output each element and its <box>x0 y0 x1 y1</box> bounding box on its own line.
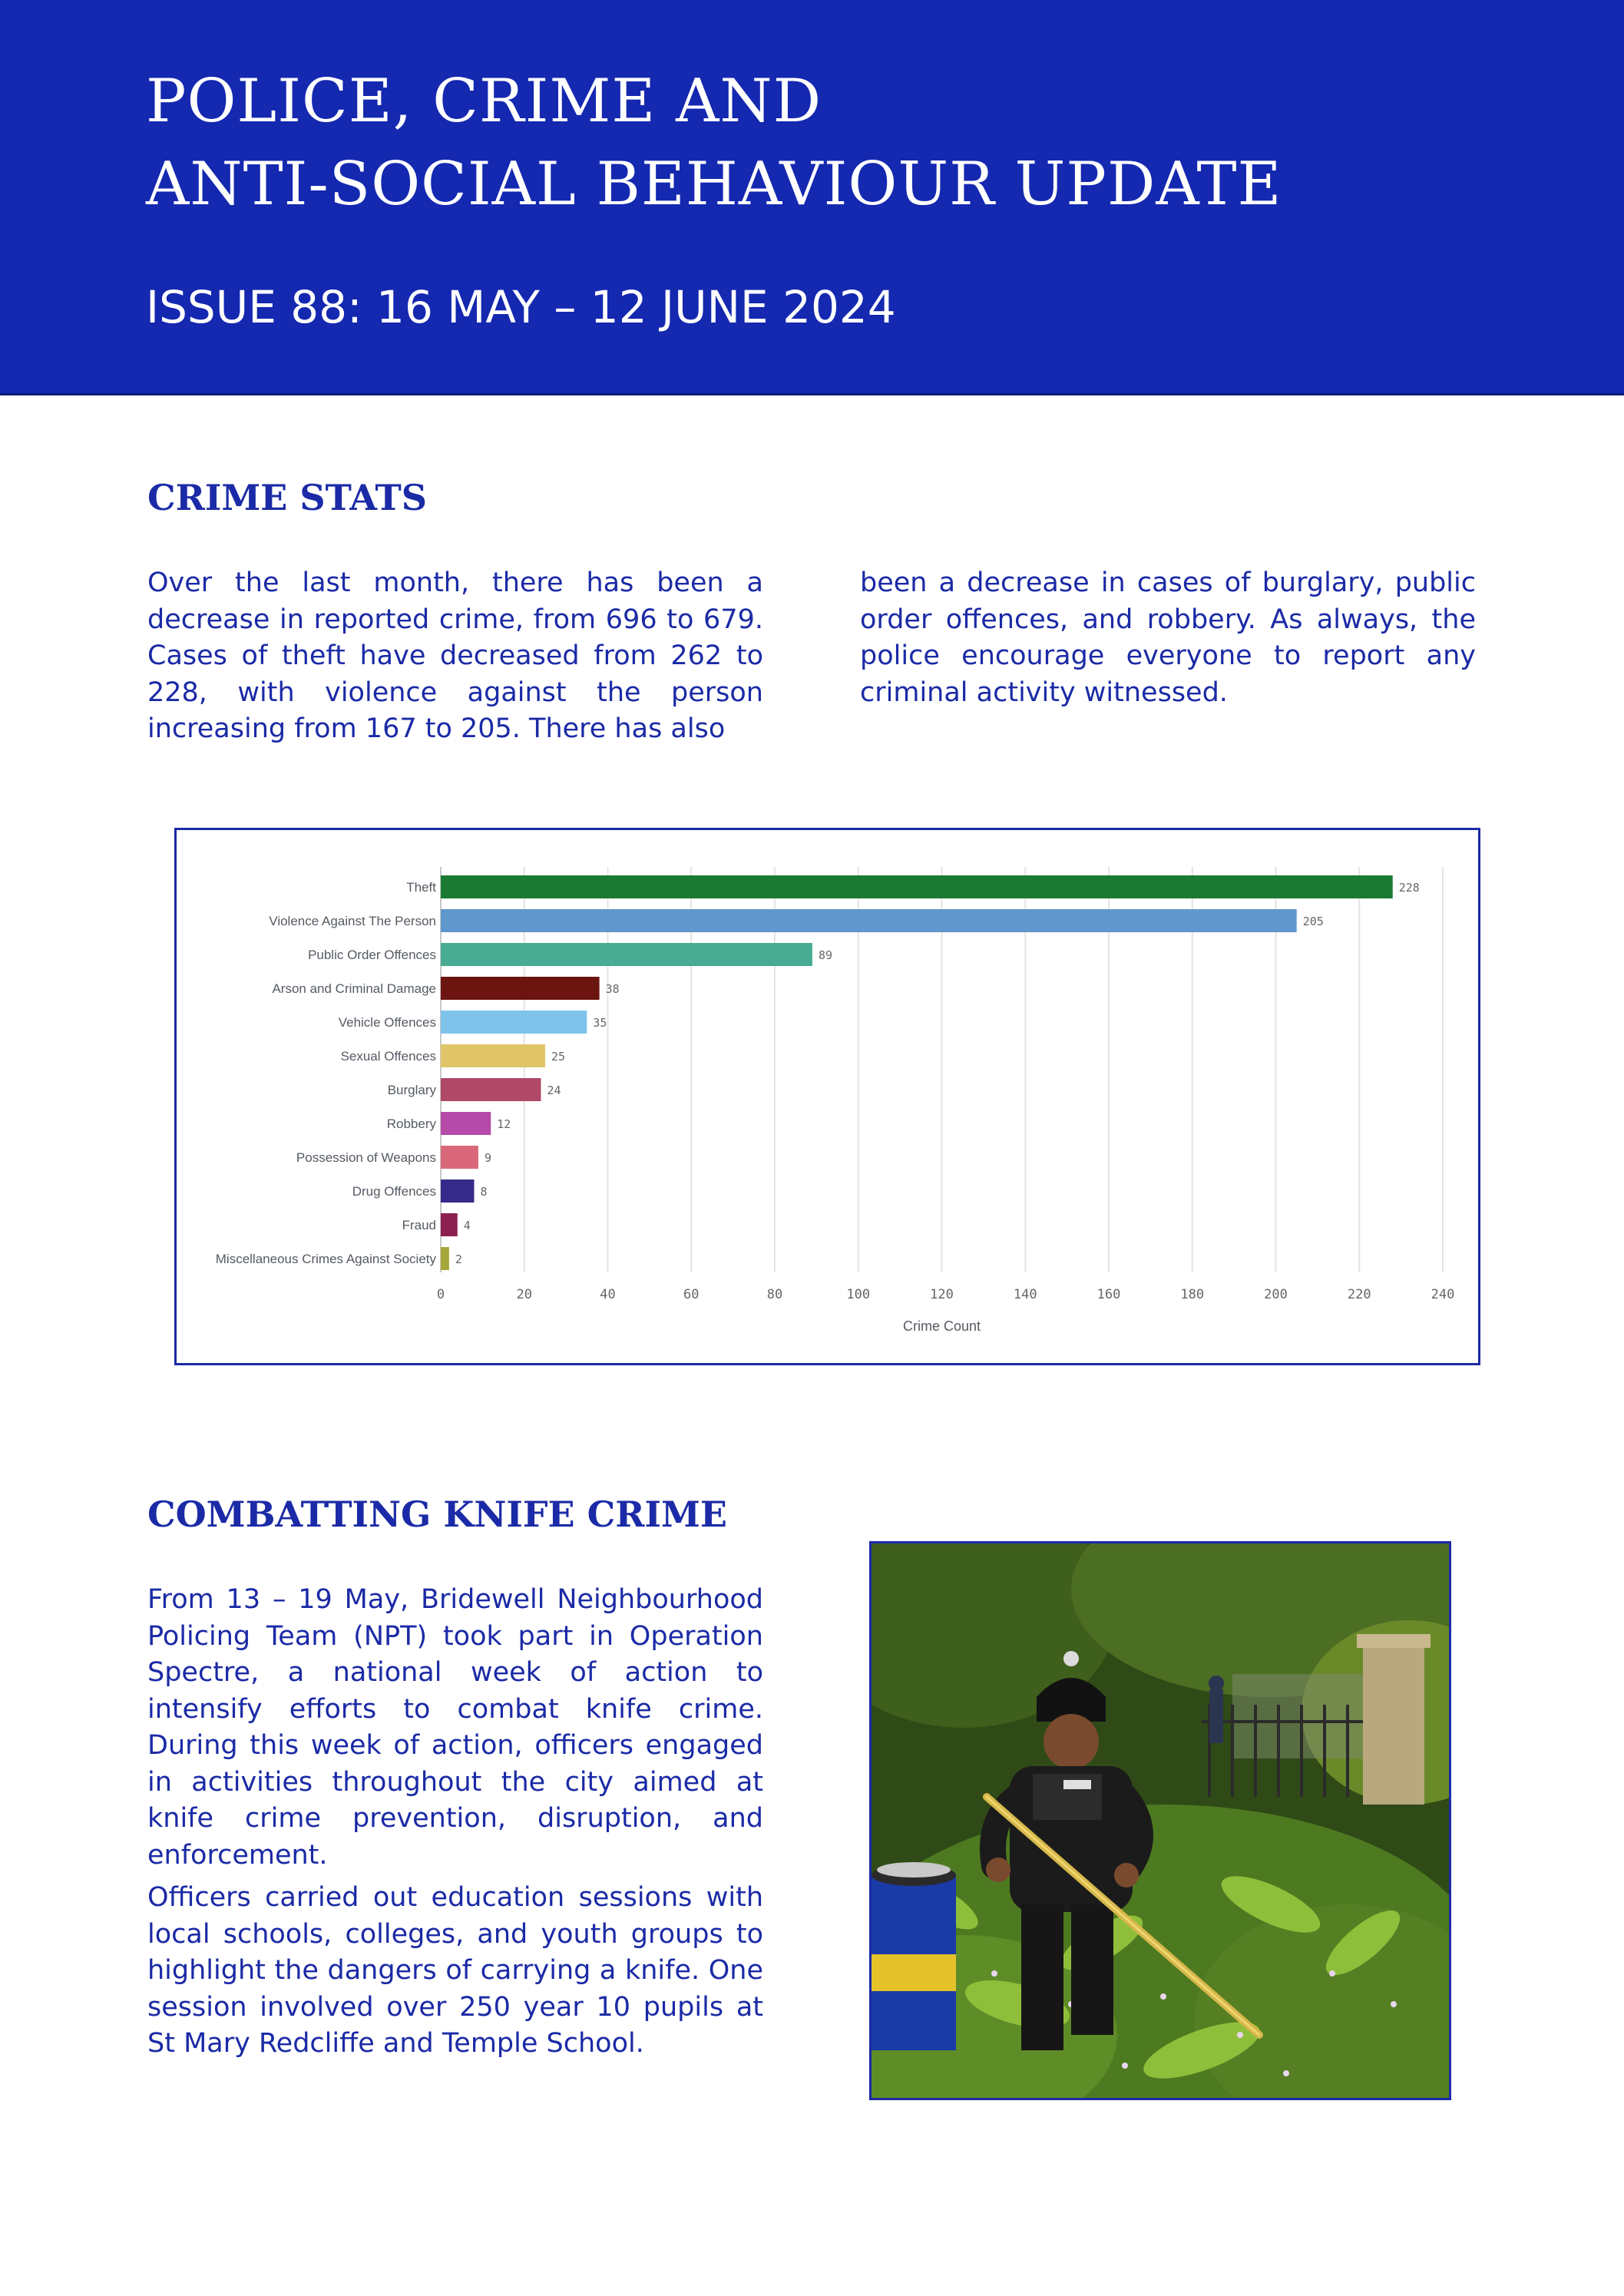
x-tick-label: 60 <box>683 1287 700 1302</box>
title-line-2: ANTI-SOCIAL BEHAVIOUR UPDATE <box>146 150 1282 219</box>
category-label: Theft <box>406 880 436 895</box>
value-label: 205 <box>1302 915 1324 928</box>
value-label: 9 <box>484 1151 491 1165</box>
category-label: Public Order Offences <box>308 948 436 962</box>
crime-stats-text-col2: been a decrease in cases of burglary, public order offences, and robbery. As always, the police encourage everyone to report any criminal activity witnessed. <box>860 567 1476 708</box>
x-tick-label: 180 <box>1180 1287 1205 1302</box>
value-label: 89 <box>818 948 832 962</box>
knife-crime-heading: COMBATTING KNIFE CRIME <box>147 1494 727 1535</box>
x-axis-title: Crime Count <box>902 1318 981 1334</box>
police-officer-photo <box>869 1541 1451 2100</box>
category-label: Burglary <box>387 1083 436 1097</box>
bar-robbery <box>441 1112 491 1135</box>
category-label: Vehicle Offences <box>338 1015 436 1030</box>
bar-possession-of-weapons <box>441 1146 478 1169</box>
bar-arson-and-criminal-damage <box>441 977 600 1000</box>
bar-vehicle-offences <box>441 1011 587 1034</box>
x-tick-label: 200 <box>1264 1287 1288 1302</box>
bar-burglary <box>441 1078 541 1101</box>
x-tick-label: 40 <box>600 1287 616 1302</box>
category-label: Possession of Weapons <box>296 1150 436 1165</box>
police-officer-illustration <box>872 1543 1449 2098</box>
value-label: 228 <box>1398 881 1420 895</box>
crime-bar-chart <box>177 830 1478 1363</box>
x-tick-label: 220 <box>1347 1287 1371 1302</box>
category-label: Violence Against The Person <box>269 914 436 928</box>
x-tick-label: 0 <box>436 1287 445 1302</box>
value-label: 38 <box>605 982 620 996</box>
issue-subtitle: ISSUE 88: 16 MAY – 12 JUNE 2024 <box>146 281 896 333</box>
bar-drug-offences <box>441 1179 475 1203</box>
value-label: 12 <box>497 1117 511 1131</box>
crime-chart <box>174 828 1480 1365</box>
category-label: Drug Offences <box>352 1184 436 1199</box>
bar-violence-against-the-person <box>441 909 1297 932</box>
x-tick-label: 160 <box>1096 1287 1121 1302</box>
category-label: Fraud <box>402 1218 436 1232</box>
bar-sexual-offences <box>441 1044 545 1067</box>
bar-public-order-offences <box>441 943 812 966</box>
knife-crime-paragraph-1: From 13 – 19 May, Bridewell Neighbourhood Policing Team (NPT) took part in Operation Spectre, a national week of action to intensify efforts to combat knife crime. During this week of action, officers engaged in activities throughout the city aimed at knife crime prevention, disruption, and enforcement. <box>147 1584 763 1871</box>
value-label: 4 <box>463 1219 471 1232</box>
value-label: 8 <box>480 1185 488 1199</box>
x-tick-label: 20 <box>516 1287 532 1302</box>
value-label: 24 <box>547 1083 561 1097</box>
category-label: Miscellaneous Crimes Against Society <box>215 1252 436 1266</box>
x-tick-label: 80 <box>766 1287 783 1302</box>
category-label: Arson and Criminal Damage <box>272 981 436 996</box>
value-label: 2 <box>455 1252 462 1266</box>
crime-stats-heading: CRIME STATS <box>147 477 427 518</box>
category-label: Sexual Offences <box>340 1049 436 1064</box>
page-title <box>146 60 1282 226</box>
bar-theft <box>441 875 1393 898</box>
x-tick-label: 100 <box>846 1287 871 1302</box>
x-tick-label: 120 <box>930 1287 954 1302</box>
x-tick-label: 240 <box>1431 1287 1455 1302</box>
value-label: 25 <box>551 1050 565 1064</box>
title-line-1: POLICE, CRIME AND <box>146 67 822 136</box>
category-label: Robbery <box>386 1117 436 1131</box>
crime-stats-text-col1: Over the last month, there has been a decrease in reported crime, from 696 to 679. Cases of theft have decreased from 262 to 228, with violence against the person increasing from 167 to 205. There has also <box>147 567 763 744</box>
knife-crime-paragraph-2: Officers carried out education sessions with local schools, colleges, and youth groups to highlight the dangers of carrying a knife. One session involved over 250 year 10 pupils at St Mary Redcliffe and Temple School. <box>147 1882 763 2059</box>
bar-fraud <box>441 1213 458 1236</box>
bar-miscellaneous-crimes-against-society <box>441 1247 449 1270</box>
x-tick-label: 140 <box>1013 1287 1037 1302</box>
value-label: 35 <box>593 1016 607 1030</box>
header-banner <box>0 0 1624 395</box>
